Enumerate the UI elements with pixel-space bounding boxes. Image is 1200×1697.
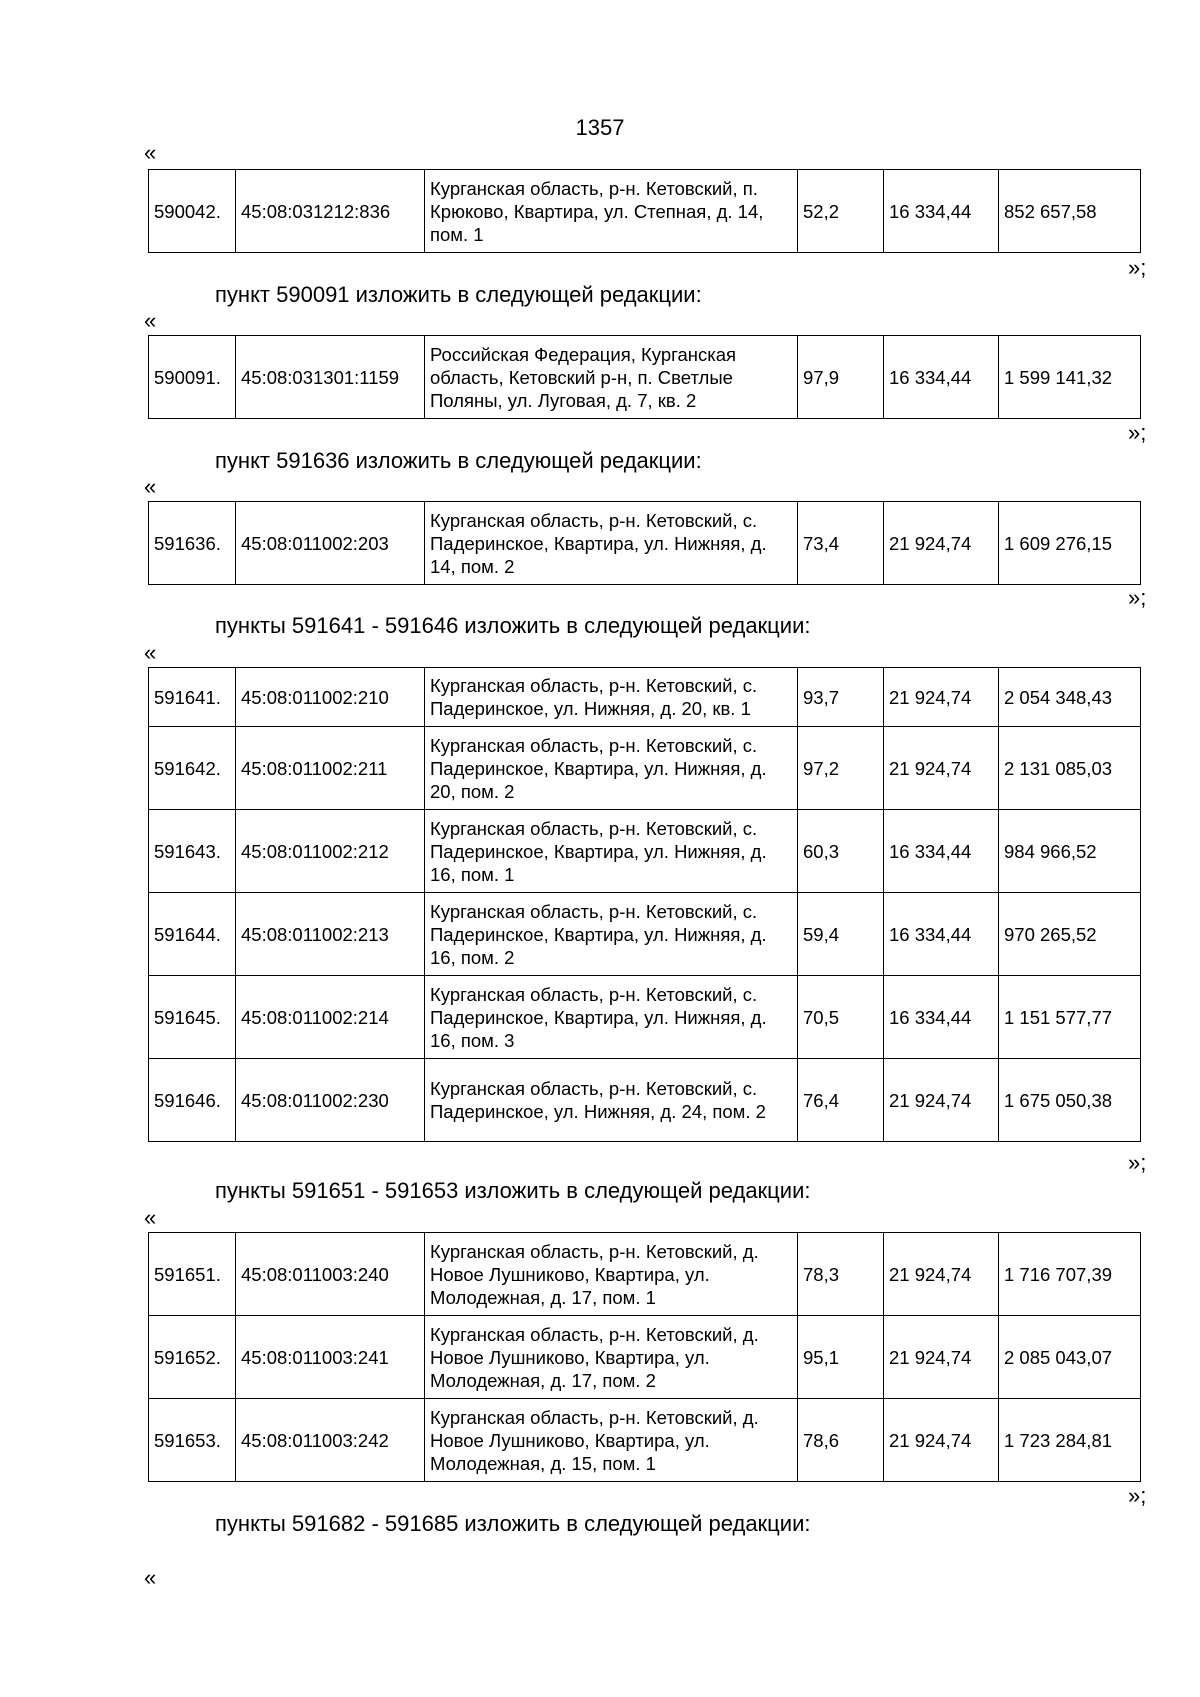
- cadastral-number: 45:08:011002:211: [236, 727, 425, 810]
- cadastral-number: 45:08:031301:1159: [236, 336, 425, 419]
- rate: 16 334,44: [884, 336, 999, 419]
- quote-close: »;: [1128, 255, 1147, 280]
- table-row: [149, 1059, 1141, 1142]
- rate: 21 924,74: [884, 727, 999, 810]
- table-row: [149, 170, 1141, 253]
- cadastral-number: 45:08:011002:214: [236, 976, 425, 1059]
- quote-open: «: [144, 1205, 157, 1230]
- cadastral-value: 2 054 348,43: [999, 668, 1141, 727]
- rate: 16 334,44: [884, 170, 999, 253]
- quote-open: «: [144, 140, 157, 165]
- row-number: 591646.: [149, 1059, 236, 1142]
- quote-close: »;: [1128, 1483, 1147, 1508]
- rate: 16 334,44: [884, 976, 999, 1059]
- cadastral-value: 1 599 141,32: [999, 336, 1141, 419]
- area: 59,4: [798, 893, 884, 976]
- row-number: 590042.: [149, 170, 236, 253]
- cadastral-number: 45:08:011003:240: [236, 1233, 425, 1316]
- cadastral-value: 1 609 276,15: [999, 502, 1141, 585]
- cadastral-number: 45:08:011002:213: [236, 893, 425, 976]
- row-number: 591644.: [149, 893, 236, 976]
- address: Курганская область, р-н. Кетовский, с. Падеринское, Квартира, ул. Нижняя, д. 16, пом. 2: [425, 893, 798, 976]
- row-number: 591642.: [149, 727, 236, 810]
- section-intro: пункт 590091 изложить в следующей редакции:: [215, 282, 702, 307]
- table-row: [149, 976, 1141, 1059]
- area: 52,2: [798, 170, 884, 253]
- address: Курганская область, р-н. Кетовский, д. Новое Лушниково, Квартира, ул. Молодежная, д. 17, пом. 2: [425, 1316, 798, 1399]
- cadastral-number: 45:08:031212:836: [236, 170, 425, 253]
- section-intro: пункт 591636 изложить в следующей редакции:: [215, 448, 702, 473]
- section-intro: пункты 591651 - 591653 изложить в следующей редакции:: [215, 1178, 811, 1203]
- address: Курганская область, р-н. Кетовский, д. Новое Лушниково, Квартира, ул. Молодежная, д. 15, пом. 1: [425, 1399, 798, 1482]
- data-table: [148, 335, 1141, 419]
- section-intro: пункты 591641 - 591646 изложить в следующей редакции:: [215, 613, 811, 638]
- row-number: 591653.: [149, 1399, 236, 1482]
- address: Курганская область, р-н. Кетовский, с. Падеринское, Квартира, ул. Нижняя, д. 20, пом. 2: [425, 727, 798, 810]
- row-number: 591643.: [149, 810, 236, 893]
- cadastral-number: 45:08:011003:241: [236, 1316, 425, 1399]
- cadastral-number: 45:08:011002:230: [236, 1059, 425, 1142]
- address: Курганская область, р-н. Кетовский, с. Падеринское, Квартира, ул. Нижняя, д. 16, пом. 1: [425, 810, 798, 893]
- table-row: [149, 1233, 1141, 1316]
- data-table: [148, 1232, 1141, 1482]
- quote-close: »;: [1128, 1150, 1147, 1175]
- rate: 21 924,74: [884, 502, 999, 585]
- area: 97,2: [798, 727, 884, 810]
- address: Курганская область, р-н. Кетовский, п. Крюково, Квартира, ул. Степная, д. 14, пом. 1: [425, 170, 798, 253]
- table-row: [149, 336, 1141, 419]
- area: 93,7: [798, 668, 884, 727]
- address: Курганская область, р-н. Кетовский, с. Падеринское, Квартира, ул. Нижняя, д. 16, пом. 3: [425, 976, 798, 1059]
- area: 95,1: [798, 1316, 884, 1399]
- address: Курганская область, р-н. Кетовский, д. Новое Лушниково, Квартира, ул. Молодежная, д. 17, пом. 1: [425, 1233, 798, 1316]
- cadastral-value: 1 675 050,38: [999, 1059, 1141, 1142]
- cadastral-number: 45:08:011002:210: [236, 668, 425, 727]
- area: 73,4: [798, 502, 884, 585]
- area: 76,4: [798, 1059, 884, 1142]
- cadastral-value: 2 131 085,03: [999, 727, 1141, 810]
- data-table: [148, 169, 1141, 253]
- rate: 21 924,74: [884, 1316, 999, 1399]
- table-row: [149, 1316, 1141, 1399]
- cadastral-number: 45:08:011003:242: [236, 1399, 425, 1482]
- row-number: 591652.: [149, 1316, 236, 1399]
- data-table: [148, 667, 1141, 1142]
- rate: 21 924,74: [884, 668, 999, 727]
- area: 70,5: [798, 976, 884, 1059]
- quote-close: »;: [1128, 585, 1147, 610]
- quote-open: «: [144, 1565, 157, 1590]
- cadastral-value: 852 657,58: [999, 170, 1141, 253]
- cadastral-value: 1 723 284,81: [999, 1399, 1141, 1482]
- area: 60,3: [798, 810, 884, 893]
- row-number: 590091.: [149, 336, 236, 419]
- row-number: 591645.: [149, 976, 236, 1059]
- rate: 21 924,74: [884, 1399, 999, 1482]
- cadastral-value: 1 151 577,77: [999, 976, 1141, 1059]
- address: Курганская область, р-н. Кетовский, с. Падеринское, ул. Нижняя, д. 20, кв. 1: [425, 668, 798, 727]
- row-number: 591651.: [149, 1233, 236, 1316]
- rate: 21 924,74: [884, 1233, 999, 1316]
- table-row: [149, 502, 1141, 585]
- address: Российская Федерация, Курганская область, Кетовский р-н, п. Светлые Поляны, ул. Луговая, д. 7, кв. 2: [425, 336, 798, 419]
- quote-close: »;: [1128, 420, 1147, 445]
- area: 78,3: [798, 1233, 884, 1316]
- cadastral-number: 45:08:011002:212: [236, 810, 425, 893]
- table-row: [149, 1399, 1141, 1482]
- row-number: 591636.: [149, 502, 236, 585]
- quote-open: «: [144, 640, 157, 665]
- cadastral-value: 970 265,52: [999, 893, 1141, 976]
- cadastral-value: 1 716 707,39: [999, 1233, 1141, 1316]
- rate: 21 924,74: [884, 1059, 999, 1142]
- data-table: [148, 501, 1141, 585]
- table-row: [149, 727, 1141, 810]
- row-number: 591641.: [149, 668, 236, 727]
- rate: 16 334,44: [884, 893, 999, 976]
- table-row: [149, 668, 1141, 727]
- address: Курганская область, р-н. Кетовский, с. Падеринское, Квартира, ул. Нижняя, д. 14, пом. 2: [425, 502, 798, 585]
- cadastral-value: 984 966,52: [999, 810, 1141, 893]
- area: 97,9: [798, 336, 884, 419]
- table-row: [149, 810, 1141, 893]
- cadastral-number: 45:08:011002:203: [236, 502, 425, 585]
- quote-open: «: [144, 308, 157, 333]
- cadastral-value: 2 085 043,07: [999, 1316, 1141, 1399]
- address: Курганская область, р-н. Кетовский, с. Падеринское, ул. Нижняя, д. 24, пом. 2: [425, 1059, 798, 1142]
- table-row: [149, 893, 1141, 976]
- quote-open: «: [144, 474, 157, 499]
- rate: 16 334,44: [884, 810, 999, 893]
- area: 78,6: [798, 1399, 884, 1482]
- page-number: 1357: [575, 115, 625, 140]
- section-intro: пункты 591682 - 591685 изложить в следующей редакции:: [215, 1511, 811, 1536]
